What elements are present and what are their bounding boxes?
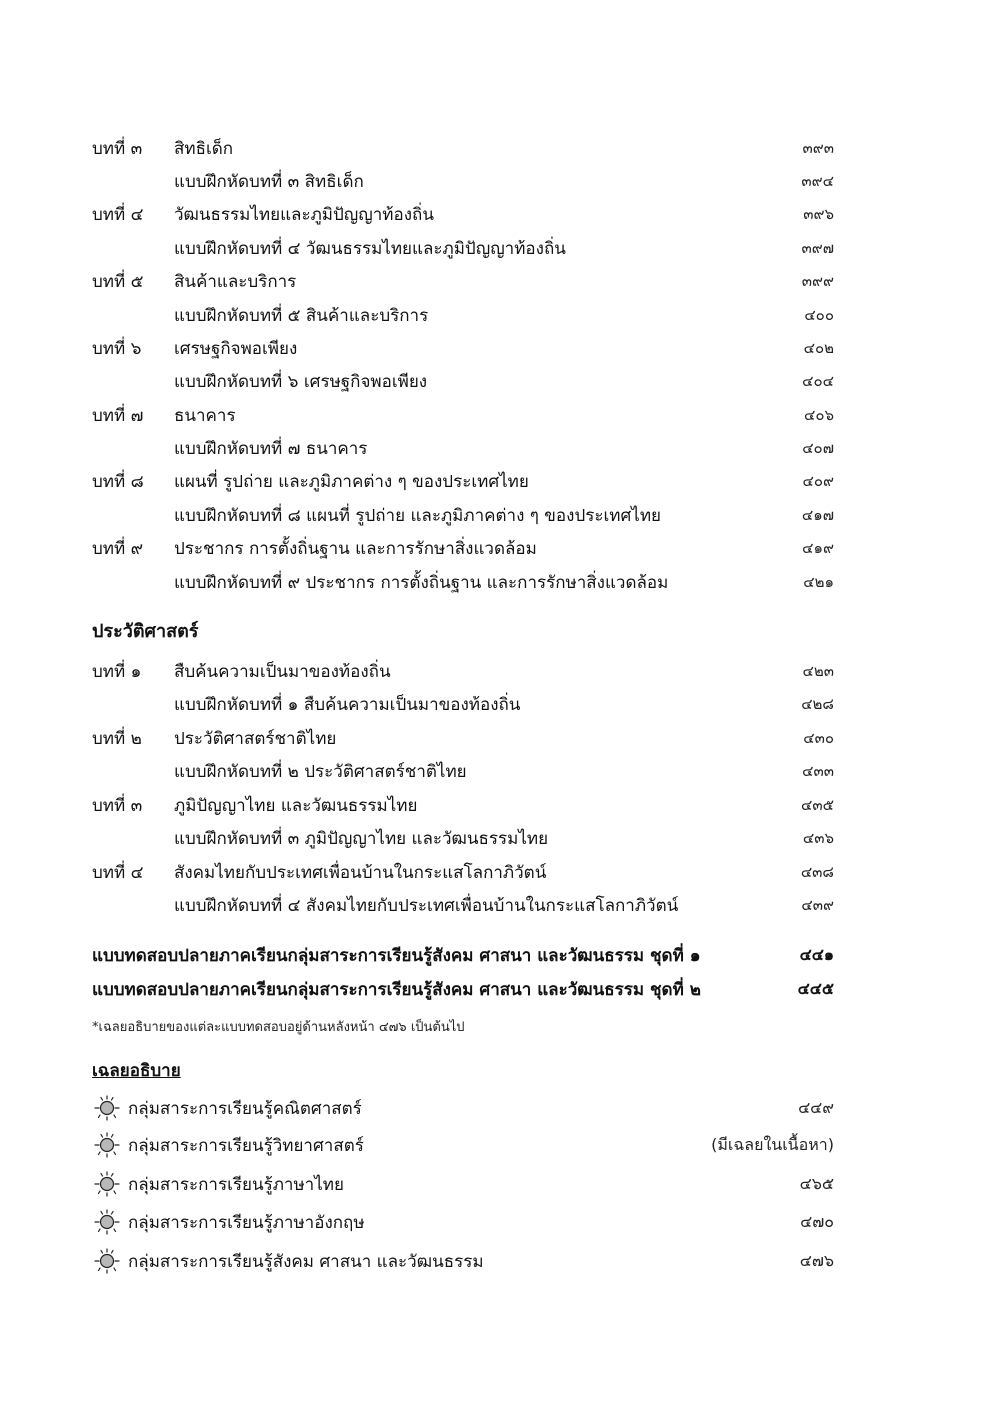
section-heading-history: ประวัติศาสตร์ [92,621,199,642]
toc-row [92,366,834,396]
answer-row [92,1206,834,1238]
exercise-title: แบบฝึกหัดบทที่ ๙ ประชากร การตั้งถิ่นฐาน และการรักษาสิ่งแวดล้อม [174,572,669,593]
toc-row [92,233,834,263]
chapter-label: บทที่ ๓ [92,138,143,159]
page-number: ๓๙๖ [803,205,834,223]
exercise-title: แบบฝึกหัดบทที่ ๔ สังคมไทยกับประเทศเพื่อนบ้านในกระแสโลกาภิวัตน์ [174,895,679,916]
page-number: ๔๑๗ [801,506,834,524]
exam-title: แบบทดสอบปลายภาคเรียนกลุ่มสาระการเรียนรู้สังคม ศาสนา และวัฒนธรรม ชุดที่ ๒ [92,979,701,1000]
chapter-title: ประชากร การตั้งถิ่นฐาน และการรักษาสิ่งแวดล้อม [174,538,537,559]
toc-row [92,823,834,853]
chapter-title: ธนาคาร [174,405,236,426]
chapter-label: บทที่ ๑ [92,661,142,682]
exercise-title: แบบฝึกหัดบทที่ ๖ เศรษฐกิจพอเพียง [174,371,428,392]
exercise-title: แบบฝึกหัดบทที่ ๕ สินค้าและบริการ [174,305,429,326]
answer-key-note: *เฉลยอธิบายของแต่ละแบบทดสอบอยู่ด้านหลังหน้า ๔๗๖ เป็นต้นไป [92,1020,465,1035]
exercise-title: แบบฝึกหัดบทที่ ๓ สิทธิเด็ก [174,171,364,192]
page-number: (มีเฉลยในเนื้อหา) [711,1134,834,1154]
toc-row [92,333,834,363]
toc-row [92,656,834,686]
page-number: ๔๒๓ [802,662,834,680]
page-number: ๔๗๐ [800,1211,834,1231]
chapter-title: ภูมิปัญญาไทย และวัฒนธรรมไทย [174,795,418,816]
page-number: ๔๓๘ [800,863,834,881]
answer-subject: กลุ่มสาระการเรียนรู้ภาษาไทย [128,1174,344,1195]
chapter-title: ประวัติศาสตร์ชาติไทย [174,728,337,749]
toc-row [92,300,834,330]
sun-icon [92,1132,122,1158]
toc-row [92,166,834,196]
page-number: ๓๙๔ [801,172,834,190]
sun-icon [92,1095,122,1121]
page-number: ๔๐๙ [802,472,834,490]
page-number: ๓๙๙ [801,272,834,290]
section-heading-answers: เฉลยอธิบาย [92,1061,181,1081]
answer-row [92,1245,834,1277]
answer-row [92,1168,834,1200]
page-number: ๔๓๕ [801,796,834,814]
toc-row [92,133,834,163]
chapter-label: บทที่ ๔ [92,204,144,225]
chapter-label: บทที่ ๙ [92,538,144,559]
answer-subject: กลุ่มสาระการเรียนรู้คณิตศาสตร์ [128,1098,362,1119]
toc-row [92,857,834,887]
page-number: ๔๒๑ [803,573,834,591]
chapter-title: สังคมไทยกับประเทศเพื่อนบ้านในกระแสโลกาภิวัตน์ [174,862,547,883]
page-number: ๔๓๓ [802,762,834,780]
toc-row [92,890,834,920]
chapter-title: วัฒนธรรมไทยและภูมิปัญญาท้องถิ่น [174,204,434,225]
chapter-label: บทที่ ๖ [92,338,142,359]
sun-icon [92,1209,122,1235]
page-number: ๓๙๓ [802,139,834,157]
exam-row-1 [92,940,834,970]
chapter-title: สินค้าและบริการ [174,271,297,292]
page-number: ๔๖๕ [799,1173,834,1193]
toc-row [92,400,834,430]
answer-row [92,1129,834,1161]
toc-row [92,466,834,496]
exam-row-2 [92,974,834,1004]
page-number: ๔๓๐ [803,729,834,747]
page-number: ๔๒๘ [801,695,834,713]
chapter-label: บทที่ ๗ [92,405,144,426]
toc-row [92,790,834,820]
page-number: ๔๔๙ [798,1097,834,1117]
toc-row [92,266,834,296]
toc-row [92,500,834,530]
toc-row [92,756,834,786]
page-number: ๔๐๐ [804,306,834,324]
page-number: ๔๐๗ [802,439,834,457]
page-number: ๔๑๙ [802,539,834,557]
answer-subject: กลุ่มสาระการเรียนรู้สังคม ศาสนา และวัฒนธรรม [128,1251,484,1272]
toc-row [92,199,834,229]
exercise-title: แบบฝึกหัดบทที่ ๒ ประวัติศาสตร์ชาติไทย [174,761,467,782]
page-number: ๔๐๔ [802,372,834,390]
chapter-label: บทที่ ๔ [92,862,144,883]
chapter-label: บทที่ ๕ [92,271,144,292]
page-number: ๔๔๑ [799,944,834,964]
exam-title: แบบทดสอบปลายภาคเรียนกลุ่มสาระการเรียนรู้สังคม ศาสนา และวัฒนธรรม ชุดที่ ๑ [92,945,701,966]
answer-subject: กลุ่มสาระการเรียนรู้วิทยาศาสตร์ [128,1135,364,1156]
exercise-title: แบบฝึกหัดบทที่ ๘ แผนที่ รูปถ่าย และภูมิภาคต่าง ๆ ของประเทศไทย [174,505,662,526]
answer-subject: กลุ่มสาระการเรียนรู้ภาษาอังกฤษ [128,1212,365,1233]
page-number: ๔๓๙ [801,896,834,914]
chapter-title: เศรษฐกิจพอเพียง [174,338,298,359]
page-number: ๔๓๖ [802,829,834,847]
toc-row [92,723,834,753]
sun-icon [92,1248,122,1274]
page-number: ๔๐๖ [803,406,834,424]
chapter-label: บทที่ ๘ [92,471,144,492]
page-number: ๔๐๒ [803,339,834,357]
chapter-title: สืบค้นความเป็นมาของท้องถิ่น [174,661,391,682]
chapter-label: บทที่ ๒ [92,728,142,749]
toc-row [92,533,834,563]
page-number: ๓๙๗ [801,239,834,257]
toc-row [92,689,834,719]
chapter-title: สิทธิเด็ก [174,138,234,159]
exercise-title: แบบฝึกหัดบทที่ ๑ สืบค้นความเป็นมาของท้องถิ่น [174,694,521,715]
sun-icon [92,1171,122,1197]
chapter-title: แผนที่ รูปถ่าย และภูมิภาคต่าง ๆ ของประเทศไทย [174,471,529,492]
exercise-title: แบบฝึกหัดบทที่ ๔ วัฒนธรรมไทยและภูมิปัญญาท้องถิ่น [174,238,566,259]
toc-row [92,433,834,463]
chapter-label: บทที่ ๓ [92,795,143,816]
page-number: ๔๗๖ [799,1250,834,1270]
exercise-title: แบบฝึกหัดบทที่ ๗ ธนาคาร [174,438,368,459]
answer-row [92,1092,834,1124]
toc-row [92,567,834,597]
page-number: ๔๔๕ [797,978,834,998]
exercise-title: แบบฝึกหัดบทที่ ๓ ภูมิปัญญาไทย และวัฒนธรรมไทย [174,828,549,849]
